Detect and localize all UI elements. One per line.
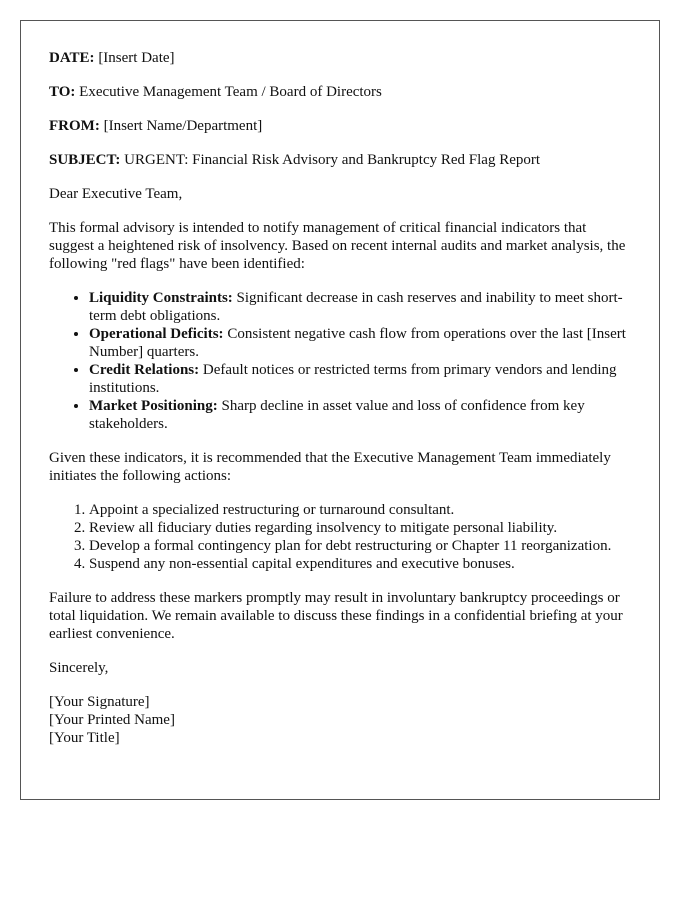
- red-flag-title: Credit Relations:: [89, 362, 200, 378]
- intro-paragraph: This formal advisory is intended to notify management of critical financial indicators that suggest a heightened risk of insolvency. Based on recent internal audits and market analysis, the following "red flags" have been identified:: [49, 220, 626, 272]
- signature-line: [Your Signature]: [49, 694, 150, 710]
- actions-list: [49, 501, 631, 573]
- red-flag-text: Consistent negative cash flow from operations over the last [Insert Number] quarters.: [89, 326, 626, 360]
- date-label: DATE:: [49, 50, 95, 66]
- subject-line: [49, 151, 631, 169]
- subject-label: SUBJECT:: [49, 152, 121, 168]
- signature-block: [49, 693, 631, 747]
- printed-name-line: [Your Printed Name]: [49, 712, 175, 728]
- from-value: [Insert Name/Department]: [103, 118, 263, 134]
- valediction: Sincerely,: [49, 660, 109, 676]
- letter-document: [20, 20, 660, 800]
- list-item: [89, 289, 631, 325]
- list-item: [89, 325, 631, 361]
- from-line: [49, 117, 631, 135]
- to-line: [49, 83, 631, 101]
- subject-value: URGENT: Financial Risk Advisory and Bankruptcy Red Flag Report: [124, 152, 541, 168]
- list-item: 3. Develop a formal contingency plan for debt restructuring or Chapter 11 reorganization.: [89, 537, 631, 555]
- red-flag-text: Significant decrease in cash reserves and inability to meet short-term debt obligations.: [89, 290, 623, 324]
- red-flag-text: Sharp decline in asset value and loss of confidence from key stakeholders.: [89, 398, 585, 432]
- date-line: [49, 49, 631, 67]
- list-item: 2. Review all fiduciary duties regarding insolvency to mitigate personal liability.: [89, 519, 631, 537]
- recommendation-intro: Given these indicators, it is recommended that the Executive Management Team immediately initiates the following actions:: [49, 450, 611, 484]
- date-value: [Insert Date]: [98, 50, 175, 66]
- closing-paragraph: Failure to address these markers promptly may result in involuntary bankruptcy proceedings or total liquidation. We remain available to discuss these findings in a confidential briefing at your earliest convenience.: [49, 590, 623, 642]
- to-label: TO:: [49, 84, 76, 100]
- red-flag-title: Liquidity Constraints:: [89, 290, 233, 306]
- list-item: [89, 397, 631, 433]
- red-flag-text: Default notices or restricted terms from primary vendors and lending institutions.: [89, 362, 617, 396]
- red-flags-list: [49, 289, 631, 433]
- title-line: [Your Title]: [49, 730, 120, 746]
- to-value: Executive Management Team / Board of Directors: [79, 84, 382, 100]
- list-item: [89, 361, 631, 397]
- from-label: FROM:: [49, 118, 100, 134]
- red-flag-title: Operational Deficits:: [89, 326, 224, 342]
- list-item: 4. Suspend any non-essential capital expenditures and executive bonuses.: [89, 555, 631, 573]
- red-flag-title: Market Positioning:: [89, 398, 218, 414]
- salutation: Dear Executive Team,: [49, 186, 183, 202]
- list-item: 1. Appoint a specialized restructuring or turnaround consultant.: [89, 501, 631, 519]
